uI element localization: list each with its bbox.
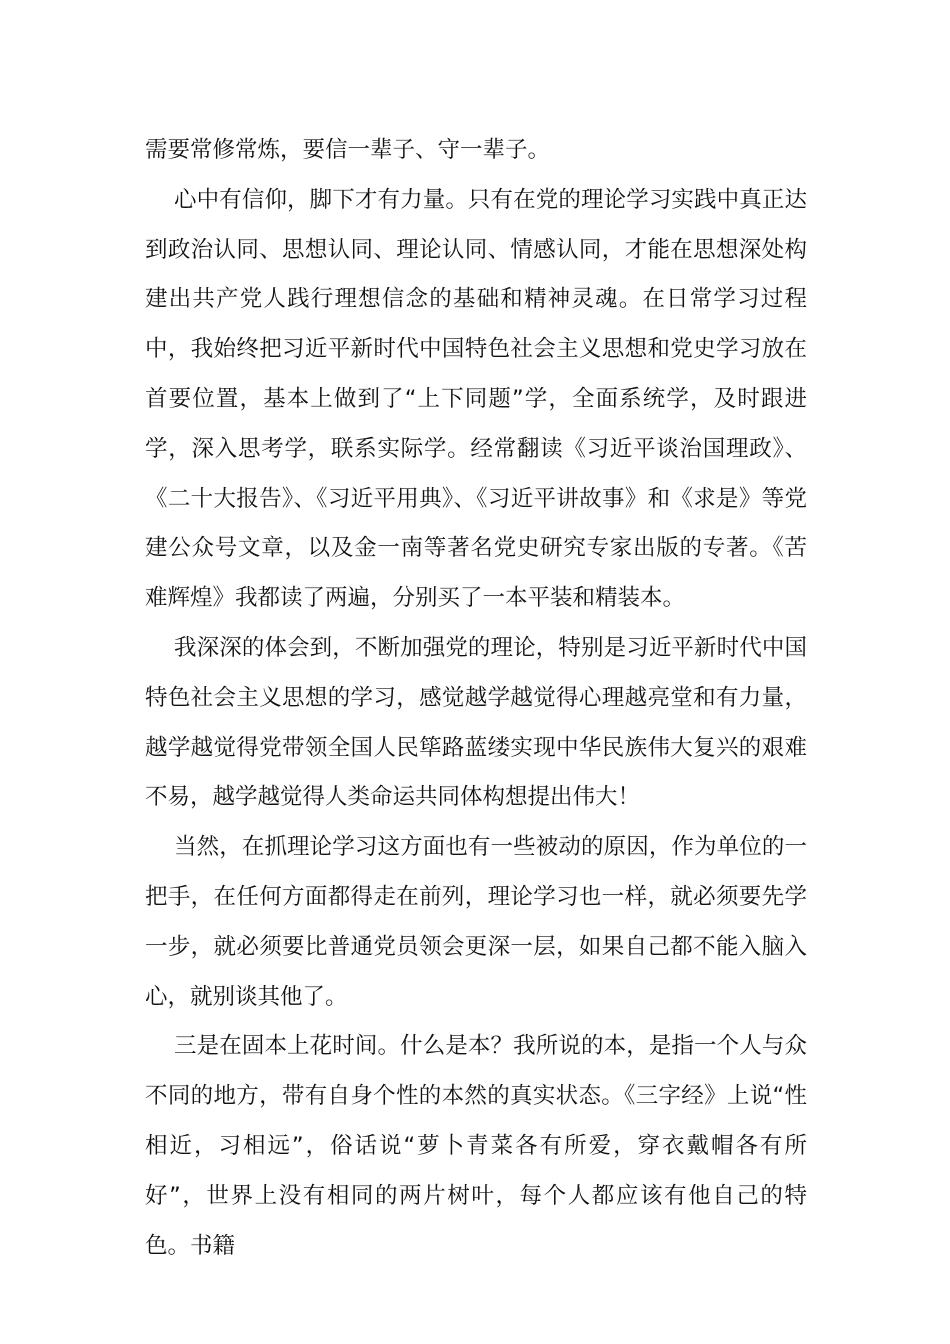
document-body — [145, 126, 807, 1271]
paragraph-4: 当然，在抓理论学习这方面也有一些被动的原因，作为单位的一把手，在任何方面都得走在前列，理论学习也一样，就必须要先学一步，就必须要比普通党员领会更深一层，如果自己都不能入脑入心，就别谈其他了。 — [145, 834, 807, 1010]
paragraph-3: 我深深的体会到，不断加强党的理论，特别是习近平新时代中国特色社会主义思想的学习，感觉越学越觉得心理越亮堂和有力量，越学越觉得党带领全国人民筚路蓝缕实现中华民族伟大复兴的艰难不易，越学越觉得人类命运共同体构想提出伟大！ — [145, 634, 807, 811]
paragraph-1: 需要常修常炼，要信一辈子、守一辈子。 — [145, 137, 551, 163]
paragraph-2: 心中有信仰，脚下才有力量。只有在党的理论学习实践中真正达到政治认同、思想认同、理论认同、情感认同，才能在思想深处构建出共产党人践行理想信念的基础和精神灵魂。在日常学习过程中，我始终把习近平新时代中国特色社会主义思想和党史学习放在首要位置，基本上做到了“上下同题”学，全面系统学，及时跟进学，深入思考学，联系实际学。经常翻读《习近平谈治国理政》、《二十大报告》、《习近平用典》、《习近平讲故事》和《求是》等党建公众号文章，以及金一南等著名党史研究专家出版的专著。《苦难辉煌》我都读了两遍，分别买了一本平装和精装本。 — [145, 186, 807, 612]
paragraph-5: 三是在固本上花时间。什么是本？我所说的本，是指一个人与众不同的地方，带有自身个性的本然的真实状态。《三字经》上说“性相近，习相远”，俗话说“萝卜青菜各有所爱，穿衣戴帽各有所好”，世界上没有相同的两片树叶，每个人都应该有他自己的特色。书籍 — [145, 1033, 807, 1259]
